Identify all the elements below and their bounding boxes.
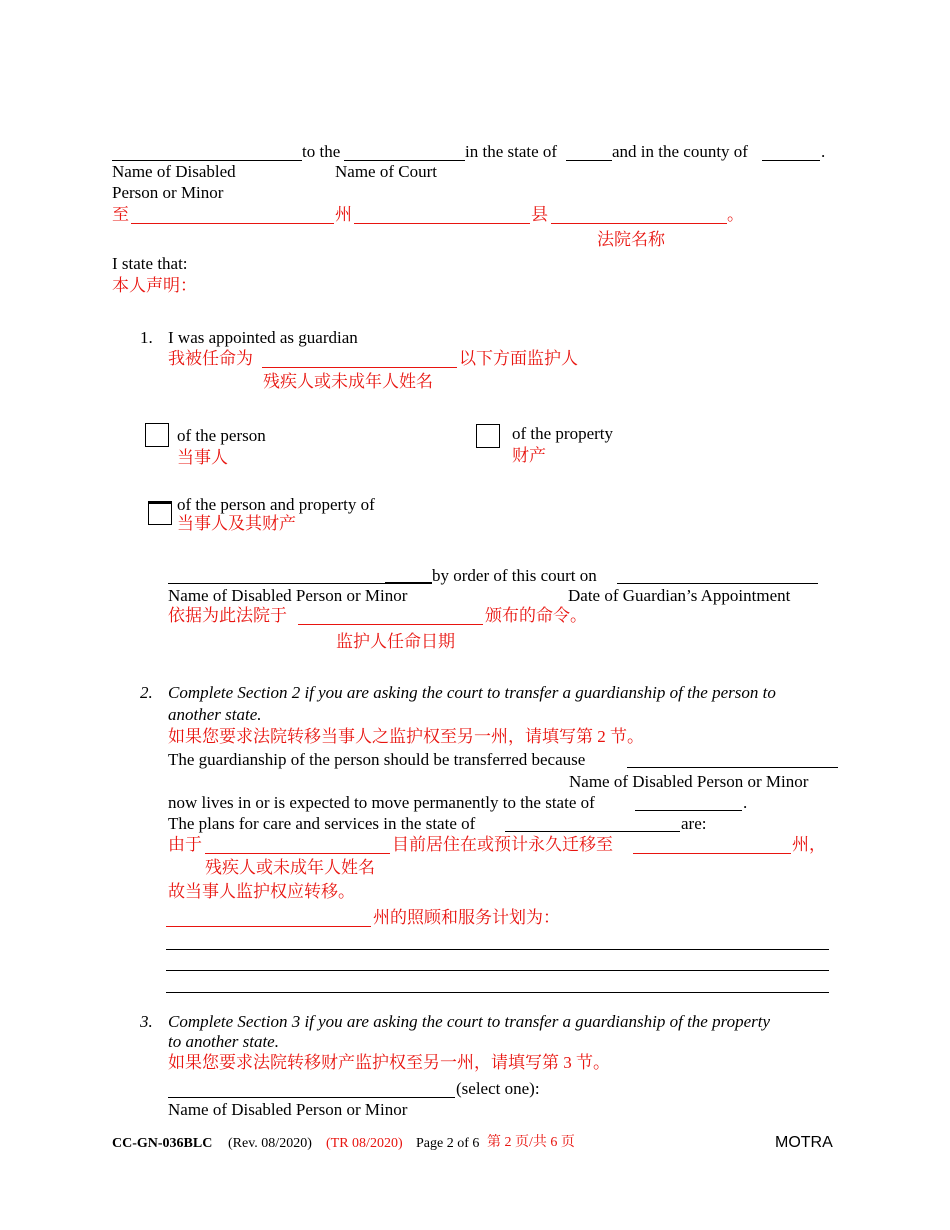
zh-order-suffix: 颁布的命令。	[485, 606, 587, 625]
item1-zh-suffix: 以下方面监护人	[459, 349, 578, 368]
opt-property-zh: 财产	[512, 446, 546, 465]
in-county-of-text: and in the county of	[612, 142, 748, 161]
by-order-text: by order of this court on	[432, 566, 597, 585]
item2-zh-transfer: 故当事人监护权应转移。	[168, 882, 355, 901]
zh-period: 。	[727, 205, 744, 224]
footer-motra: MOTRA	[775, 1134, 833, 1151]
item3-instr-line1: Complete Section 3 if you are asking the court to transfer a guardianship of the property	[168, 1012, 771, 1031]
header-period: .	[821, 142, 826, 161]
item2-instr-line1: Complete Section 2 if you are asking the court to transfer a guardianship of the person to	[168, 683, 776, 702]
order-name-field-bold	[385, 582, 432, 584]
item2-zh-instr: 如果您要求法院转移当事人之监护权至另一州，请填写第 2 节。	[168, 727, 644, 746]
opt-both-zh: 当事人及其财产	[177, 514, 296, 533]
name-label-line1: Name of Disabled	[112, 162, 236, 181]
opt-property-en: of the property	[512, 424, 614, 443]
item2-new-state-field[interactable]	[635, 810, 742, 811]
item2-instr-line2: another state.	[168, 705, 262, 724]
item3-instr-line2: to another state.	[168, 1032, 279, 1051]
footer-rev: (Rev. 08/2020)	[228, 1136, 312, 1151]
item2-name-field[interactable]	[627, 767, 838, 768]
in-state-of-text: in the state of	[465, 142, 558, 161]
item2-zh-name-label: 残疾人或未成年人姓名	[205, 858, 375, 877]
statement-zh: 本人声明：	[112, 276, 197, 295]
item1-en: I was appointed as guardian	[168, 328, 358, 347]
to-the-text: to the	[302, 142, 341, 161]
plans-line-3[interactable]	[166, 992, 829, 993]
footer-form-id: CC-GN-036BLC	[112, 1136, 213, 1151]
item2-name-label: Name of Disabled Person or Minor	[569, 772, 809, 791]
zh-order-prefix: 依据为此法院于	[168, 606, 287, 625]
plans-line-2[interactable]	[166, 970, 829, 971]
opt-person-en: of the person	[177, 426, 266, 445]
opt-person-zh: 当事人	[177, 448, 228, 467]
court-name-field[interactable]	[344, 160, 465, 161]
statement-en: I state that:	[112, 254, 188, 273]
item1-zh-name-label: 残疾人或未成年人姓名	[263, 372, 433, 391]
zh-state-text: 州	[335, 205, 352, 224]
zh-to-text: 至	[112, 205, 129, 224]
zh-date-label: 监护人任命日期	[336, 632, 455, 651]
item2-plans-state-field[interactable]	[505, 831, 680, 832]
appointment-date-field[interactable]	[617, 583, 818, 584]
item3-name-field[interactable]	[168, 1097, 455, 1098]
item1-zh-prefix: 我被任命为	[168, 349, 253, 368]
item2-period: .	[743, 793, 748, 812]
disabled-person-name-field[interactable]	[112, 160, 302, 161]
item2-plans: The plans for care and services in the state of	[168, 814, 476, 833]
item1-zh-name-field[interactable]	[262, 367, 457, 368]
item3-number: 3.	[140, 1012, 153, 1031]
zh-court-name-label: 法院名称	[597, 230, 665, 249]
person-checkbox[interactable]	[145, 423, 169, 447]
property-checkbox[interactable]	[476, 424, 500, 448]
item2-are: are:	[681, 814, 707, 833]
item2-zh-name-field[interactable]	[205, 853, 390, 854]
opt-both-en: of the person and property of	[177, 495, 375, 514]
item2-zh-plans-state-field[interactable]	[166, 926, 371, 927]
person-and-property-checkbox[interactable]	[148, 501, 172, 525]
zh-county-field[interactable]	[551, 223, 727, 224]
item2-now-lives: now lives in or is expected to move permanently to the state of	[168, 793, 595, 812]
zh-county-text: 县	[531, 205, 548, 224]
item2-zh-state-field[interactable]	[633, 853, 791, 854]
name-label-line2: Person or Minor	[112, 183, 224, 202]
item3-zh-instr: 如果您要求法院转移财产监护权至另一州，请填写第 3 节。	[168, 1053, 610, 1072]
zh-name-field[interactable]	[131, 223, 334, 224]
item2-zh-due: 由于	[168, 835, 202, 854]
item2-zh-state: 州，	[792, 835, 826, 854]
footer-zh-page: 第 2 页/共 6 页	[487, 1135, 575, 1150]
item2-because: The guardianship of the person should be transferred because	[168, 750, 586, 769]
footer-page: Page 2 of 6	[416, 1136, 480, 1151]
court-label: Name of Court	[335, 162, 437, 181]
order-name-label: Name of Disabled Person or Minor	[168, 586, 408, 605]
state-field[interactable]	[566, 160, 612, 161]
plans-line-1[interactable]	[166, 949, 829, 950]
item3-name-label: Name of Disabled Person or Minor	[168, 1100, 408, 1119]
footer-tr: (TR 08/2020)	[326, 1136, 403, 1151]
zh-state-field[interactable]	[354, 223, 530, 224]
item2-zh-lives: 目前居住在或预计永久迁移至	[392, 835, 613, 854]
item2-number: 2.	[140, 683, 153, 702]
item2-zh-plans: 州的照顾和服务计划为：	[373, 908, 560, 927]
appointment-date-label: Date of Guardian’s Appointment	[568, 586, 791, 605]
zh-order-date-field[interactable]	[298, 624, 483, 625]
item3-select-one: (select one):	[456, 1079, 540, 1098]
item1-number: 1.	[140, 328, 153, 347]
county-field[interactable]	[762, 160, 820, 161]
